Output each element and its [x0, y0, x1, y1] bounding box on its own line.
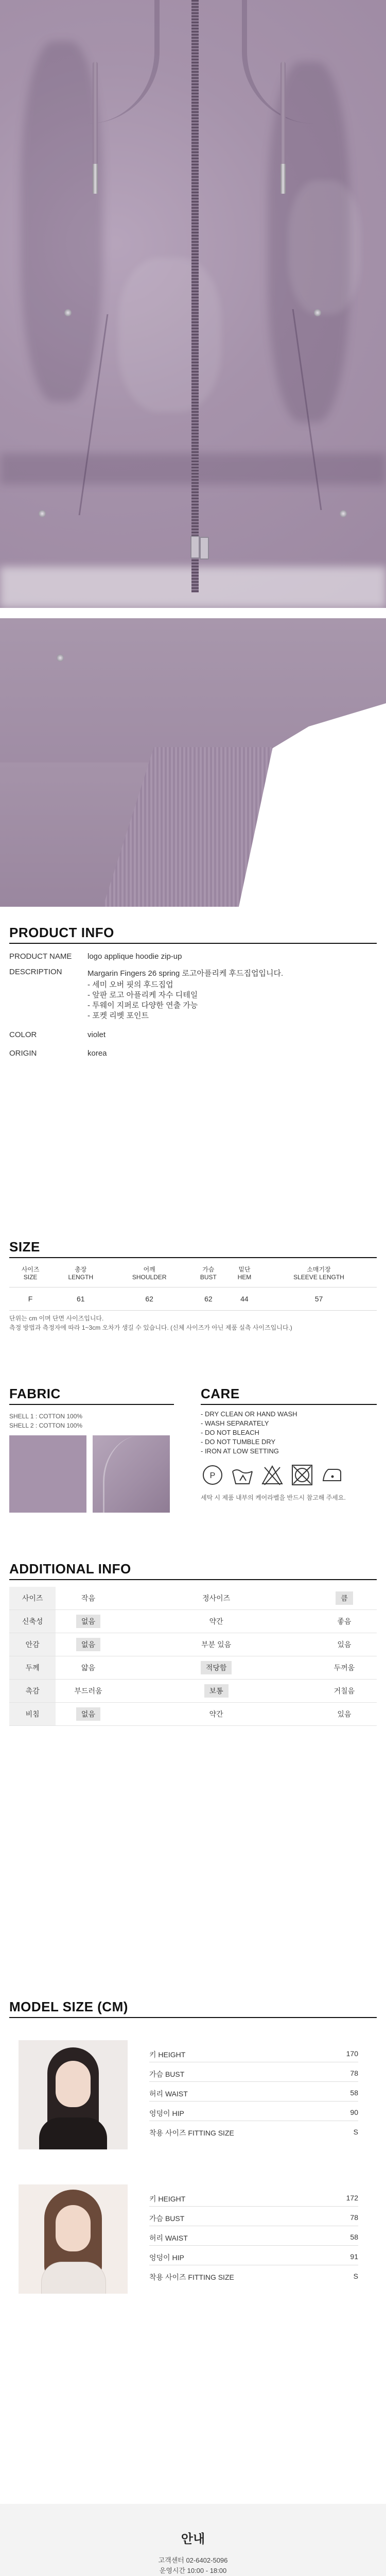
- attr-key: 신축성: [9, 1610, 56, 1633]
- hoodie-front-photo: [0, 0, 386, 608]
- attr-option: 약간: [184, 1703, 249, 1726]
- attr-option: 약간: [184, 1610, 249, 1633]
- size-cell: 61: [51, 1287, 110, 1311]
- guide-line: 고객센터 02-6402-5096: [158, 2556, 228, 2564]
- model-1-bust: 가슴 BUST 78: [149, 2069, 358, 2078]
- care-item: - IRON AT LOW SETTING: [201, 1447, 279, 1455]
- rivet-icon: [39, 510, 46, 517]
- attr-option: 정사이즈: [184, 1587, 249, 1610]
- product-info-title: PRODUCT INFO: [9, 925, 114, 940]
- model-2-hip: 엉덩이 HIP 91: [149, 2252, 358, 2262]
- fabric-title: FABRIC: [9, 1386, 61, 1401]
- fabric-shell-1: SHELL 1 : COTTON 100%: [9, 1413, 83, 1420]
- color-value: violet: [87, 1030, 106, 1039]
- attr-row-texture: [9, 1680, 377, 1703]
- care-item: - DO NOT TUMBLE DRY: [201, 1438, 276, 1446]
- model-size-title: MODEL SIZE (CM): [9, 1999, 128, 2014]
- fabric-swatch-2: [93, 1435, 170, 1513]
- divider: [9, 1257, 377, 1258]
- product-name-value: logo applique hoodie zip-up: [87, 952, 182, 961]
- attr-option-selected: 없음: [56, 1703, 120, 1726]
- attr-row-lining: [9, 1633, 377, 1656]
- no-bleach-icon: [260, 1463, 284, 1487]
- care-note: 세탁 시 제품 내부의 케어라벨을 반드시 참고해 주세요.: [201, 1494, 346, 1501]
- color-label: COLOR: [9, 1030, 37, 1039]
- aglet-right-icon: [280, 164, 286, 194]
- description-label: DESCRIPTION: [9, 968, 62, 976]
- attr-option-selected: 보통: [184, 1680, 249, 1703]
- origin-label: ORIGIN: [9, 1049, 37, 1058]
- rivet-icon: [57, 654, 64, 662]
- care-symbols: [201, 1463, 371, 1487]
- additional-info-title: ADDITIONAL INFO: [9, 1561, 131, 1577]
- notice-section: [0, 2504, 386, 2576]
- divider: [9, 1579, 377, 1580]
- attr-option-selected: 큼: [312, 1587, 377, 1610]
- size-header: 사이즈 SIZE: [9, 1260, 51, 1287]
- size-cell: 44: [228, 1287, 261, 1311]
- size-title: SIZE: [9, 1239, 40, 1255]
- model-2-bust: 가슴 BUST 78: [149, 2213, 358, 2223]
- attr-option: 부분 있음: [184, 1633, 249, 1656]
- attr-key: 안감: [9, 1633, 56, 1656]
- divider: [9, 943, 377, 944]
- size-cell: F: [9, 1287, 51, 1311]
- dry-clean-icon: [201, 1463, 224, 1487]
- size-header: 가슴 BUST: [189, 1260, 228, 1287]
- aglet-left-icon: [93, 164, 98, 194]
- attr-row-stretch: [9, 1610, 377, 1633]
- size-header: 소매기장 SLEEVE LENGTH: [261, 1260, 377, 1287]
- size-cell: 62: [110, 1287, 188, 1311]
- care-item: - DRY CLEAN OR HAND WASH: [201, 1410, 297, 1418]
- iron-low-icon: [320, 1463, 344, 1487]
- guide-title: 안내: [181, 2532, 205, 2546]
- size-cell: 62: [189, 1287, 228, 1311]
- attr-key: 사이즈: [9, 1587, 56, 1610]
- attr-option: 있음: [312, 1633, 377, 1656]
- size-note: 단위는 cm 이며 단면 사이즈입니다.: [9, 1315, 104, 1322]
- rivet-icon: [64, 309, 72, 316]
- divider: [9, 2017, 377, 2018]
- description-bullet: - 앞판 로고 아플리케 자수 디테일: [87, 991, 198, 999]
- attr-option: 얇음: [56, 1656, 120, 1680]
- model-1-hip: 엉덩이 HIP 90: [149, 2108, 358, 2117]
- additional-info-table: [9, 1587, 377, 1726]
- attr-option: 좋음: [312, 1610, 377, 1633]
- rivet-icon: [340, 510, 347, 517]
- model-2-photo: [19, 2184, 128, 2294]
- drawcord-left: [93, 62, 98, 165]
- guide-line: 운영시간 10:00 - 18:00: [159, 2567, 227, 2574]
- attr-key: 촉감: [9, 1680, 56, 1703]
- origin-value: korea: [87, 1049, 107, 1058]
- svg-text:P: P: [209, 1471, 216, 1480]
- attr-option: 두꺼움: [312, 1656, 377, 1680]
- attr-option: 작음: [56, 1587, 120, 1610]
- attr-option: 부드러움: [56, 1680, 120, 1703]
- attr-key: 두께: [9, 1656, 56, 1680]
- care-item: - WASH SEPARATELY: [201, 1419, 269, 1427]
- hand-wash-icon: [231, 1463, 254, 1487]
- model-2-fitting: 착용 사이즈 FITTING SIZE S: [149, 2272, 358, 2281]
- care-title: CARE: [201, 1386, 240, 1401]
- model-1-waist: 허리 WAIST 58: [149, 2089, 358, 2098]
- rivet-icon: [314, 309, 321, 316]
- description-bullet: - 투웨이 지퍼로 다양한 연출 가능: [87, 1001, 198, 1010]
- size-note: 측정 방법과 측정자에 따라 1~3cm 오차가 생길 수 있습니다. (신체 사이즈가 아닌 제품 실측 사이즈입니다.): [9, 1324, 292, 1331]
- sleeve-cuff-photo: [0, 618, 386, 907]
- model-2-waist: 허리 WAIST 58: [149, 2233, 358, 2242]
- fabric-swatch-1: [9, 1435, 86, 1513]
- model-1-photo: [19, 2040, 128, 2149]
- zipper: [191, 0, 199, 592]
- attr-row-thickness: [9, 1656, 377, 1680]
- model-1-height: 키 HEIGHT 170: [149, 2049, 358, 2059]
- attr-option: 거칠음: [312, 1680, 377, 1703]
- fabric-shell-2: SHELL 2 : COTTON 100%: [9, 1422, 83, 1429]
- size-header: 어깨 SHOULDER: [110, 1260, 188, 1287]
- zipper-pull-icon: [200, 537, 209, 560]
- no-tumble-dry-icon: [290, 1463, 314, 1487]
- attr-row-size: [9, 1587, 377, 1610]
- size-header: 총장 LENGTH: [51, 1260, 110, 1287]
- care-item: - DO NOT BLEACH: [201, 1429, 259, 1436]
- attr-option-selected: 없음: [56, 1610, 120, 1633]
- zipper-pull-icon: [190, 536, 200, 558]
- attr-option: 있음: [312, 1703, 377, 1726]
- model-2-height: 키 HEIGHT 172: [149, 2194, 358, 2203]
- divider: [201, 1404, 377, 1405]
- size-cell: 57: [261, 1287, 377, 1311]
- model-1-fitting: 착용 사이즈 FITTING SIZE S: [149, 2128, 358, 2137]
- size-table: [9, 1260, 377, 1311]
- description-bullet: - 세미 오버 핏의 후드집업: [87, 980, 173, 989]
- description-value: Margarin Fingers 26 spring 로고아플리케 후드집업입니다.: [87, 969, 284, 978]
- attr-option-selected: 적당함: [184, 1656, 249, 1680]
- product-name-label: PRODUCT NAME: [9, 952, 72, 961]
- drawcord-right: [280, 62, 286, 165]
- attr-option-selected: 없음: [56, 1633, 120, 1656]
- description-bullet: - 포켓 리벳 포인트: [87, 1011, 149, 1020]
- care-list: [201, 1410, 297, 1456]
- attr-key: 비침: [9, 1703, 56, 1726]
- attr-row-sheerness: [9, 1703, 377, 1726]
- size-header: 밑단 HEM: [228, 1260, 261, 1287]
- divider: [9, 1404, 174, 1405]
